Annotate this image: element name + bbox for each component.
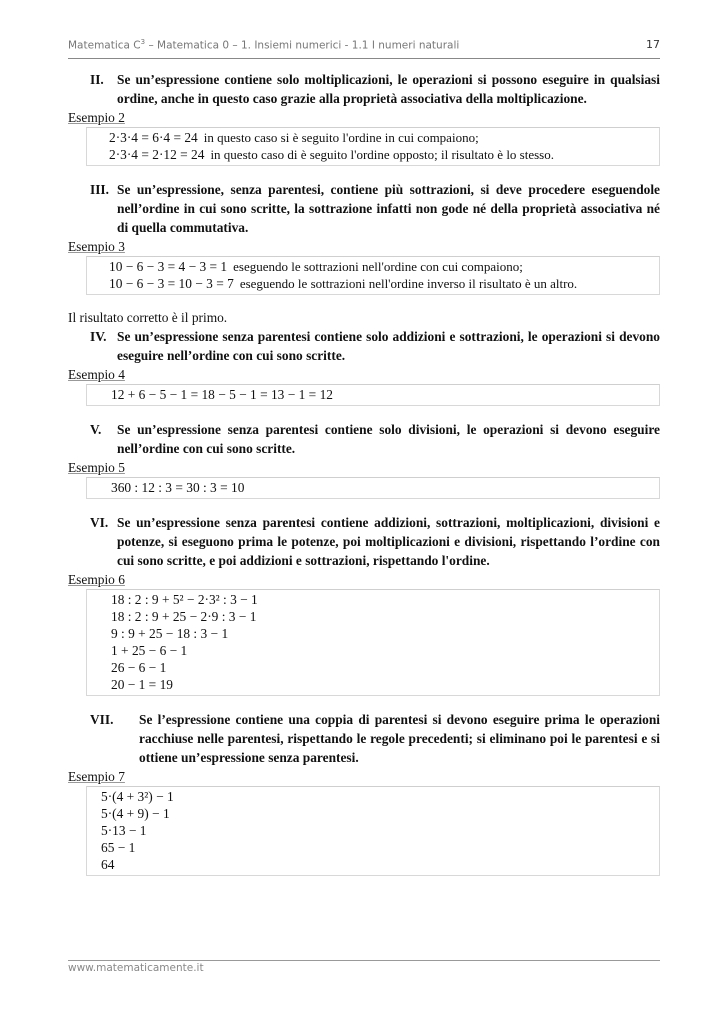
- rule-v: V. Se un’espressione senza parentesi contiene solo divisioni, le operazioni si devono eseguire nell’ordine con cui sono scritte.: [90, 422, 660, 456]
- example-line: 65 − 1: [101, 840, 136, 855]
- rule-vi: VI. Se un’espressione senza parentesi contiene addizioni, sottrazioni, moltiplicazioni, divisioni e potenze, si eseguono prima le potenze, poi moltiplicazioni e divisioni, rispettando l’ordine con cui sono scritte, e poi addizioni e sottrazioni, rispettando l'ordine.: [90, 515, 660, 568]
- example-6-label: Esempio 6: [68, 572, 125, 587]
- example-line: 64: [101, 857, 115, 872]
- example-3-label: Esempio 3: [68, 239, 125, 254]
- rule-vii: VII. Se l’espressione contiene una coppia di parentesi si devono eseguire prima le operazioni racchiuse nelle parentesi, rispettando le regole precedenti; si eliminano poi le parentesi e si ottiene un’espressione senza parentesi.: [90, 712, 660, 765]
- example-5-box: [86, 477, 660, 499]
- example-line: 10 − 6 − 3 = 4 − 3 = 1 eseguendo le sottrazioni nell'ordine con cui compaiono;: [109, 259, 523, 274]
- rule-iv: IV. Se un’espressione senza parentesi contiene solo addizioni e sottrazioni, le operazioni si devono eseguire nell’ordine con cui sono scritte.: [90, 329, 660, 363]
- header-title: Matematica $C^3$ – Matematica 0 – 1. Insiemi numerici - 1.1 I numeri naturali: [68, 38, 460, 52]
- example-2-box: [86, 127, 660, 166]
- example-line: 26 − 6 − 1: [111, 660, 167, 675]
- example-5-label: Esempio 5: [68, 460, 125, 475]
- example-3-box: [86, 256, 660, 295]
- page-number: 17: [646, 38, 660, 51]
- example-4-box: [86, 384, 660, 406]
- example-line: 20 − 1 = 19: [111, 677, 173, 692]
- example-line: 18 : 2 : 9 + 5² − 2·3² : 3 − 1: [111, 592, 258, 607]
- example-4-label: Esempio 4: [68, 367, 125, 382]
- page-content: [68, 70, 660, 876]
- example-line: 2·3·4 = 2·12 = 24 in questo caso di è seguito l'ordine opposto; il risultato è lo stesso.: [109, 147, 554, 162]
- example-line: 360 : 12 : 3 = 30 : 3 = 10: [111, 480, 245, 495]
- example-3-conclusion: Il risultato corretto è il primo.: [68, 310, 228, 325]
- example-line: 5·(4 + 3²) − 1: [101, 789, 174, 804]
- example-7-label: Esempio 7: [68, 769, 125, 784]
- page-footer: [68, 960, 660, 974]
- rule-ii: II. Se un’espressione contiene solo moltiplicazioni, le operazioni si possono eseguire in qualsiasi ordine, anche in questo caso grazie alla proprietà associativa della moltiplicazione.: [90, 72, 660, 106]
- example-line: 2·3·4 = 6·4 = 24 in questo caso si è seguito l'ordine in cui compaiono;: [109, 130, 479, 145]
- example-line: 12 + 6 − 5 − 1 = 18 − 5 − 1 = 13 − 1 = 12: [111, 387, 333, 402]
- example-7-box: [86, 786, 660, 876]
- example-line: 10 − 6 − 3 = 10 − 3 = 7 eseguendo le sottrazioni nell'ordine inverso il risultato è un altro.: [109, 276, 578, 291]
- example-line: 5·13 − 1: [101, 823, 147, 838]
- rule-iii: III. Se un’espressione, senza parentesi, contiene più sottrazioni, si deve procedere eseguendole nell’ordine in cui sono scritte, la sottrazione infatti non gode né della proprietà associativa né di quella commutativa.: [90, 182, 660, 235]
- example-2-label: Esempio 2: [68, 110, 125, 125]
- example-line: 9 : 9 + 25 − 18 : 3 − 1: [111, 626, 229, 641]
- example-line: 1 + 25 − 6 − 1: [111, 643, 188, 658]
- page-header: [68, 36, 660, 59]
- example-line: 18 : 2 : 9 + 25 − 2·9 : 3 − 1: [111, 609, 257, 624]
- example-6-box: [86, 589, 660, 696]
- footer-url: www.matematicamente.it: [68, 962, 204, 974]
- example-line: 5·(4 + 9) − 1: [101, 806, 170, 821]
